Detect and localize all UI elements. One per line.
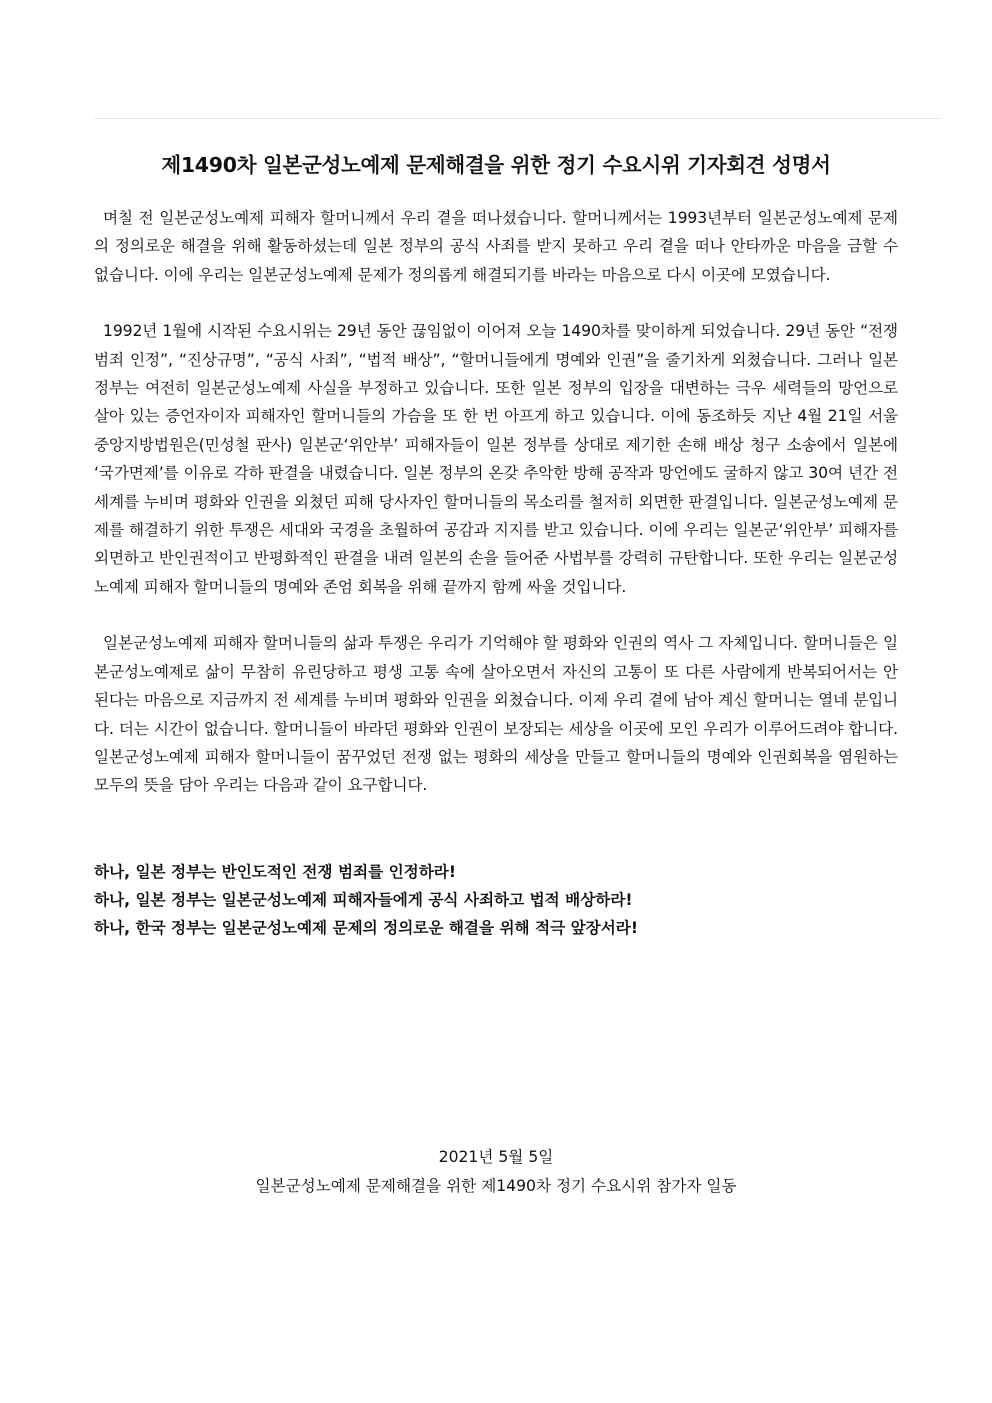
demand-item: 하나, 일본 정부는 반인도적인 전쟁 범죄를 인정하라! (94, 862, 456, 881)
paragraph-2: 1992년 1월에 시작된 수요시위는 29년 동안 끊임없이 이어져 오늘 1490차를 맞이하게 되었습니다. 29년 동안 “전쟁범죄 인정”, “진상규명”, “공식 사죄”, “법적 배상”, “할머니들에게 명예와 인권”을 줄기차게 외쳤습니다. 그러나 일본 정부는 여전히 일본군성노예제 사실을 부정하고 있습니다. 또한 일본 정부의 입장을 대변하는 극우 세력들의 망언으로 살아 있는 증언자이자 피해자인 할머니들의 가슴을 또 한 번 아프게 하고 있습니다. 이에 동조하듯 지난 4월 21일 서울중앙지방법원은(민성철 판사) 일본군‘위안부’ 피해자들이 일본 정부를 상대로 제기한 손해 배상 청구 소송에서 일본에 ‘국가면제’를 이유로 각하 판결을 내렸습니다. 일본 정부의 온갖 추악한 방해 공작과 망언에도 굴하지 않고 30여 년간 전 세계를 누비며 평화와 인권을 외쳤던 피해 당사자인 할머니들의 목소리를 철저히 외면한 판결입니다. 일본군성노예제 문제를 해결하기 위한 투쟁은 세대와 국경을 초월하여 공감과 지지를 받고 있습니다. 이에 우리는 일본군‘위안부’ 피해자를 외면하고 반인권적이고 반평화적인 판결을 내려 일본의 손을 들어준 사법부를 강력히 규탄합니다. 또한 우리는 일본군성노예제 피해자 할머니들의 명예와 존엄 회복을 위해 끝까지 함께 싸울 것입니다. (94, 322, 898, 596)
statement-date: 2021년 5월 5일 (438, 1148, 554, 1166)
header-rule (94, 118, 940, 119)
demand-item: 하나, 한국 정부는 일본군성노예제 문제의 정의로운 해결을 위해 적극 앞장서라! (94, 918, 638, 937)
paragraph-1: 며칠 전 일본군성노예제 피해자 할머니께서 우리 곁을 떠나셨습니다. 할머니께서는 1993년부터 일본군성노예제 문제의 정의로운 해결을 위해 활동하셨는데 일본 정부의 공식 사죄를 받지 못하고 우리 곁을 떠나 안타까운 마음을 금할 수 없습니다. 이에 우리는 일본군성노예제 문제가 정의롭게 해결되기를 바라는 마음으로 다시 이곳에 모였습니다. (94, 209, 898, 284)
signature-block (94, 1143, 898, 1201)
statement-body (94, 150, 898, 942)
document-title: 제1490차 일본군성노예제 문제해결을 위한 정기 수요시위 기자회견 성명서 (161, 153, 831, 177)
demands-list (94, 858, 898, 942)
demand-item: 하나, 일본 정부는 일본군성노예제 피해자들에게 공식 사죄하고 법적 배상하라! (94, 890, 633, 909)
statement-signatory: 일본군성노예제 문제해결을 위한 제1490차 정기 수요시위 참가자 일동 (255, 1177, 737, 1195)
paragraph-3: 일본군성노예제 피해자 할머니들의 삶과 투쟁은 우리가 기억해야 할 평화와 인권의 역사 그 자체입니다. 할머니들은 일본군성노예제로 삶이 무참히 유린당하고 평생 고통 속에 살아오면서 자신의 고통이 또 다른 사람에게 반복되어서는 안 된다는 마음으로 지금까지 전 세계를 누비며 평화와 인권을 외쳤습니다. 이제 우리 곁에 남아 계신 할머니는 열네 분입니다. 더는 시간이 없습니다. 할머니들이 바라던 평화와 인권이 보장되는 세상을 이곳에 모인 우리가 이루어드려야 합니다. 일본군성노예제 피해자 할머니들이 꿈꾸었던 전쟁 없는 평화의 세상을 만들고 할머니들의 명예와 인권회복을 염원하는 모두의 뜻을 담아 우리는 다음과 같이 요구합니다. (94, 634, 898, 795)
